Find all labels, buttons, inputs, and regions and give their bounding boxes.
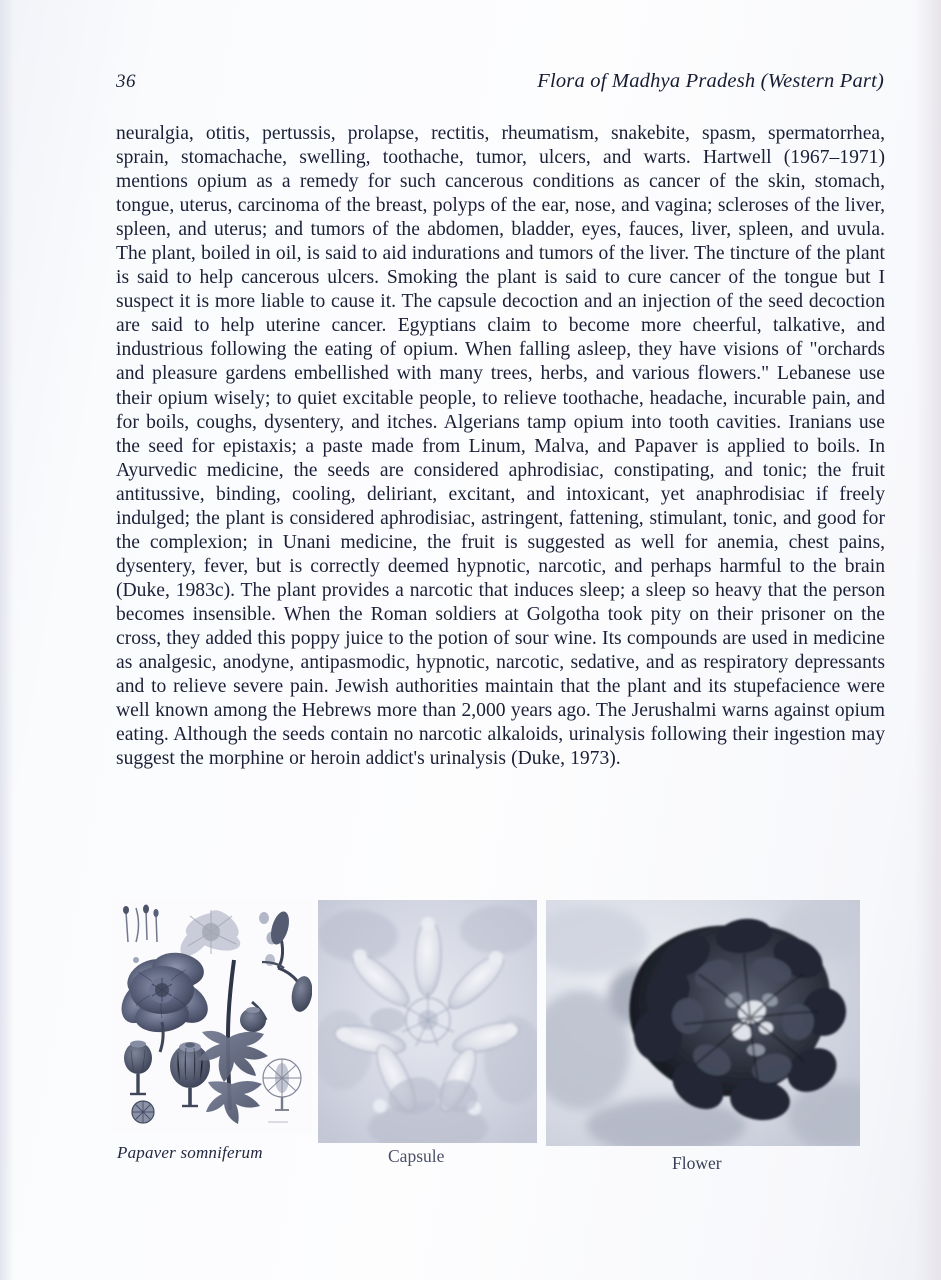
capsule-photo-image	[318, 900, 537, 1143]
botanical-illustration-image	[112, 898, 312, 1134]
body-text	[116, 122, 885, 771]
caption-flower: Flower	[672, 1153, 722, 1173]
caption-botanical-illustration: Papaver somniferum	[117, 1143, 263, 1162]
running-head-title: Flora of Madhya Pradesh (Western Part)	[537, 70, 884, 92]
botanical-illustration-figure	[112, 898, 312, 1134]
flower-photo-figure	[546, 900, 860, 1146]
figure-row	[0, 893, 941, 1183]
running-head	[116, 70, 884, 96]
flower-photo-image	[546, 900, 860, 1146]
body-paragraph: neuralgia, otitis, pertussis, prolapse, rectitis, rheumatism, snakebite, spasm, spermatorrhea, sprain, stomachache, swelling, toothache, tumor, ulcers, and warts. Hartwell (1967–1971) mentions opium as a remedy for such cancerous conditions as cancer of the skin, stomach, tongue, uterus, carcinoma of the breast, polyps of the ear, nose, and vagina; scleroses of the liver, spleen, and uterus; and tumors of the abdomen, bladder, eyes, fauces, liver, spleen, and uvula. The plant, boiled in oil, is said to aid indurations and tumors of the liver. The tincture of the plant is said to help cancerous ulcers. Smoking the plant is said to cure cancer of the tongue but I suspect it is more liable to cause it. The capsule decoction and an injection of the seed decoction are said to help uterine cancer. Egyptians claim to become more cheerful, talkative, and industrious following the eating of opium. When falling asleep, they have visions of "orchards and pleasure gardens embellished with many trees, herbs, and various flowers." Lebanese use their opium wisely; to quiet excitable people, to relieve toothache, headache, incurable pain, and for boils, coughs, dysentery, and itches. Algerians tamp opium into tooth cavities. Iranians use the seed for epistaxis; a paste made from Linum, Malva, and Papaver is applied to boils. In Ayurvedic medicine, the seeds are considered aphrodisiac, constipating, and tonic; the fruit antitussive, binding, cooling, deliriant, excitant, and intoxicant, yet anaphrodisiac if freely indulged; the plant is considered aphrodisiac, astringent, fattening, stimulant, tonic, and good for the complexion; in Unani medicine, the fruit is suggested as well for anemia, chest pains, dysentery, fever, but is correctly deemed hypnotic, narcotic, and perhaps harmful to the brain (Duke, 1983c). The plant provides a narcotic that induces sleep; a sleep so heavy that the person becomes insensible. When the Roman soldiers at Golgotha took pity on their prisoner on the cross, they added this poppy juice to the potion of sour wine. Its compounds are used in medicine as analgesic, anodyne, antipasmodic, hypnotic, narcotic, sedative, and as respiratory depressants and to relieve severe pain. Jewish authorities maintain that the plant and its stupefacience were well known among the Hebrews more than 2,000 years ago. The Jerushalmi warns against opium eating. Although the seeds contain no narcotic alkaloids, urinalysis following their ingestion may suggest the morphine or heroin addict's urinalysis (Duke, 1973).	[116, 123, 885, 770]
page-number: 36	[116, 71, 136, 92]
capsule-photo-figure	[318, 900, 537, 1143]
caption-capsule: Capsule	[388, 1146, 445, 1166]
